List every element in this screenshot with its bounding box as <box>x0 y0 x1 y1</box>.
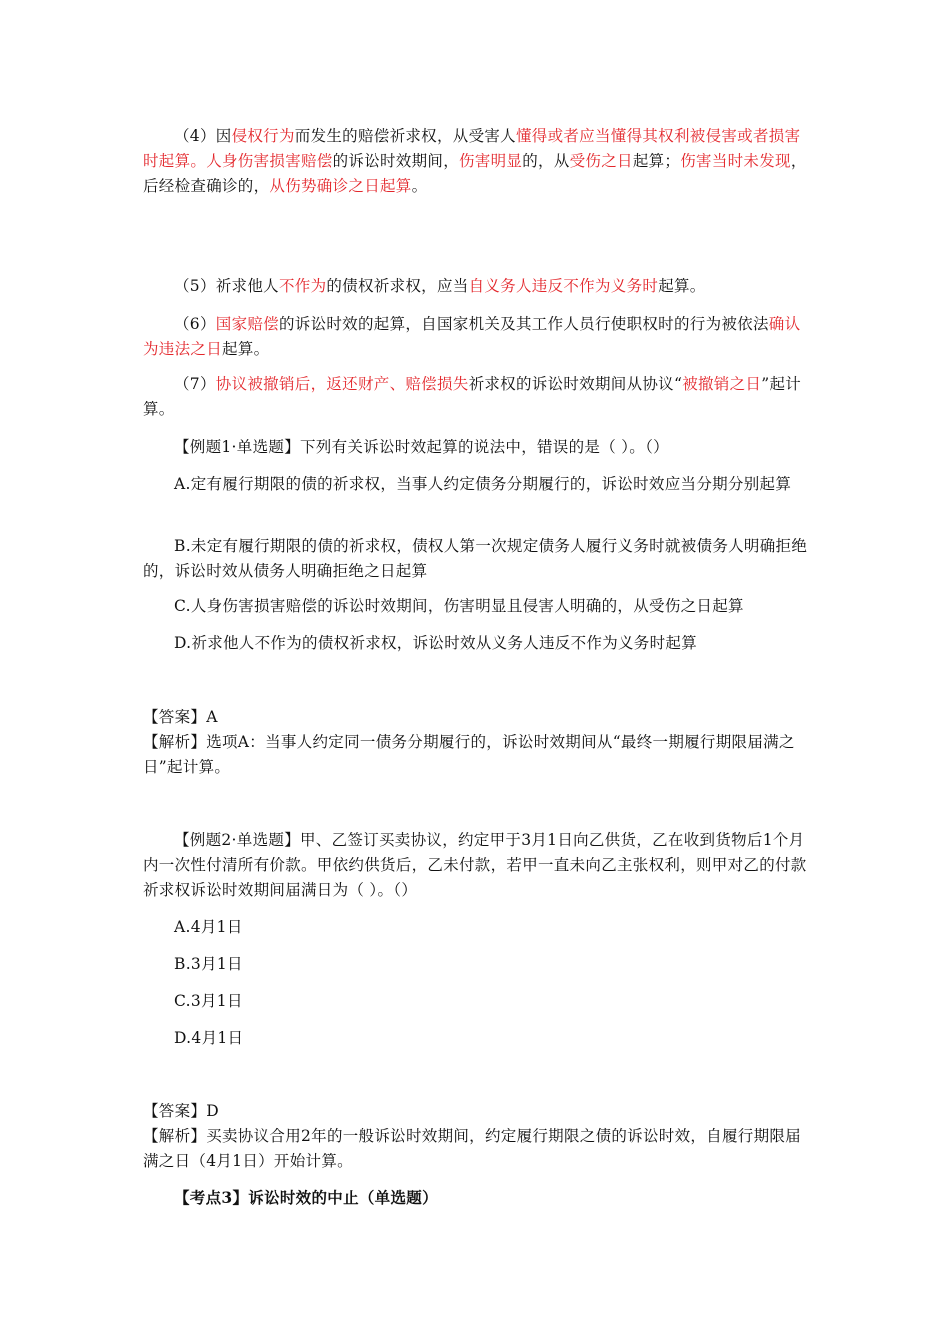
highlight: 懂得或者应当懂得其权利被侵害或者损害时起算。 <box>143 127 801 170</box>
text: 起算。 <box>222 340 270 358</box>
highlight: 受伤之日 <box>569 152 633 170</box>
example2-option-d: D.4月1日 <box>174 1029 244 1047</box>
highlight: 确认为违法之日 <box>143 315 801 358</box>
example2-analysis: 【解析】买卖协议合用2年的一般诉讼时效期间，约定履行期限之债的诉讼时效，自履行期限届满之日（4月1日）开始计算。 <box>143 1127 801 1170</box>
example2-question: 【例题2·单选题】甲、乙签订买卖协议，约定甲于3月1日向乙供货，乙在收到货物后1个月内一次性付清所有价款。甲依约供货后，乙未付款，若甲一直未向乙主张权利，则甲对乙的付款祈求权诉讼时效期间届满日为（ ）。（） <box>143 831 807 899</box>
example1-question: 【例题1·单选题】下列有关诉讼时效起算的说法中，错误的是（ ）。（） <box>174 438 669 456</box>
highlight: 不作为 <box>278 277 327 295</box>
text: 。 <box>411 177 428 195</box>
example2-option-b: B.3月1日 <box>174 955 243 973</box>
highlight: 国家赔偿 <box>215 315 279 333</box>
example1-option-c: C.人身伤害损害赔偿的诉讼时效期间，伤害明显且侵害人明确的，从受伤之日起算 <box>174 597 744 615</box>
example2-option-c: C.3月1日 <box>174 992 243 1010</box>
section-heading: 【考点3】诉讼时效的中止（单选题） <box>174 1188 438 1207</box>
item-4 <box>143 124 808 199</box>
text: 的诉讼时效的起算，自国家机关及其工作人员行使职权时的行为被依法 <box>278 315 769 333</box>
highlight: 自义务人违反不作为义务时 <box>468 277 659 295</box>
highlight: 协议被撤销后，返还财产、赔偿损失 <box>215 375 469 393</box>
highlight: 从伤势确诊之日起算 <box>269 177 412 195</box>
text: （4）因 <box>174 127 232 145</box>
text: （7） <box>174 375 216 393</box>
item-7 <box>143 372 808 422</box>
text: 的诉讼时效期间， <box>332 152 460 170</box>
text: （5）祈求他人 <box>174 277 279 295</box>
example1-option-b: B.未定有履行期限的债的祈求权，债权人第一次规定债务人履行义务时就被债务人明确拒绝的，诉讼时效从债务人明确拒绝之日起算 <box>143 537 808 580</box>
example1-option-d: D.祈求他人不作为的债权祈求权，诉讼时效从义务人违反不作为义务时起算 <box>174 634 698 652</box>
item-5 <box>143 274 808 299</box>
text: 起算。 <box>658 277 706 295</box>
highlight: 伤害当时未发现 <box>680 152 791 170</box>
highlight: 伤害明显 <box>459 152 523 170</box>
highlight: 侵权行为 <box>231 127 295 145</box>
example2-answer: 【答案】D <box>143 1102 219 1120</box>
text: （6） <box>174 315 216 333</box>
example1-answer: 【答案】A <box>143 708 218 726</box>
highlight: 被撤销之日 <box>682 375 762 393</box>
text: 祈求权的诉讼时效期间从协议“ <box>468 375 683 393</box>
text: 的，从 <box>522 152 570 170</box>
text: ”起计算。 <box>143 375 802 418</box>
example1-option-a: A.定有履行期限的债的祈求权，当事人约定债务分期履行的，诉讼时效应当分期分别起算 <box>174 475 792 493</box>
example2-option-a: A.4月1日 <box>174 918 243 936</box>
text: ，后经检查确诊的， <box>143 152 807 195</box>
highlight: 人身伤害损害赔偿 <box>206 152 333 170</box>
example1-analysis: 【解析】选项A：当事人约定同一债务分期履行的，诉讼时效期间从“最终一期履行期限届满之日”起计算。 <box>143 733 795 776</box>
text: 而发生的赔偿祈求权，从受害人 <box>294 127 516 145</box>
item-6 <box>143 312 808 362</box>
text: 起算； <box>632 152 681 170</box>
text: 的债权祈求权，应当 <box>326 277 469 295</box>
